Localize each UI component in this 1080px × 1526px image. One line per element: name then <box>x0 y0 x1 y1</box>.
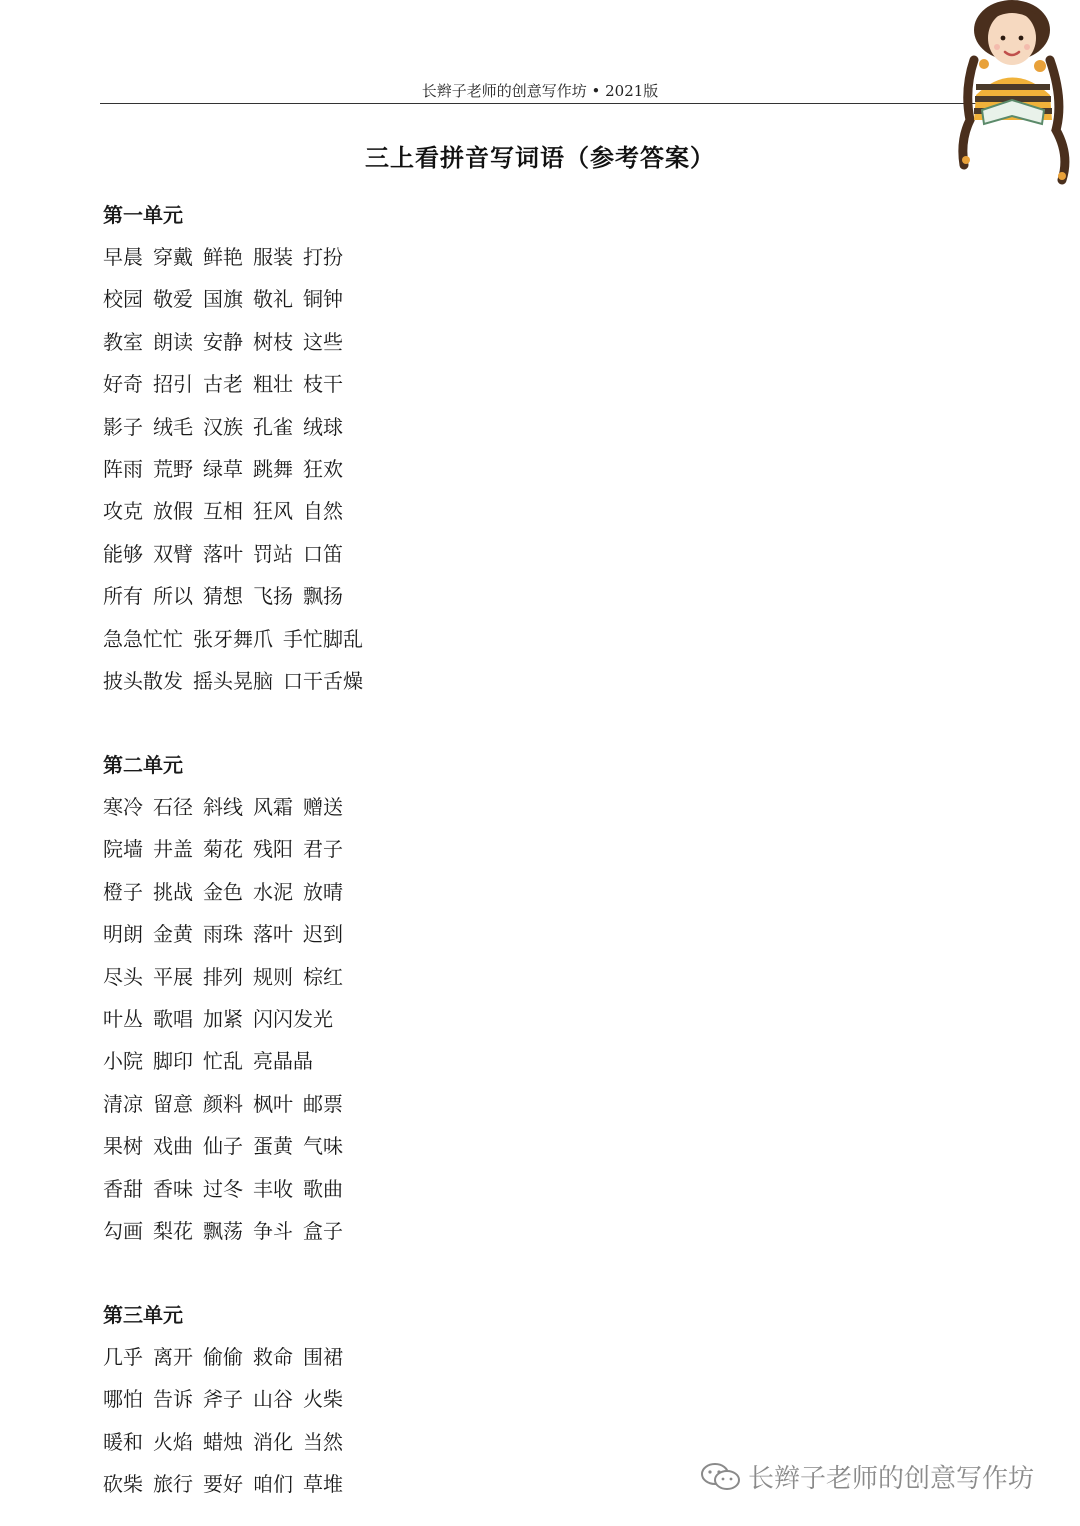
answer-word: 井盖 <box>153 837 193 862</box>
answer-word: 消化 <box>253 1429 293 1454</box>
answer-word: 明朗 <box>103 922 143 947</box>
answer-word: 棕红 <box>303 964 343 989</box>
answer-word: 放晴 <box>303 879 343 904</box>
answer-word: 绿草 <box>203 456 243 481</box>
answer-word: 粗壮 <box>253 372 293 397</box>
answer-word: 口干舌燥 <box>283 668 363 693</box>
answer-word: 暖和 <box>103 1429 143 1454</box>
answer-word: 盒子 <box>303 1218 343 1243</box>
answer-word: 当然 <box>303 1429 343 1454</box>
answer-word: 仙子 <box>203 1134 243 1159</box>
answer-word: 金色 <box>203 879 243 904</box>
answer-word: 放假 <box>153 499 193 524</box>
answer-word: 院墙 <box>103 837 143 862</box>
answer-word: 尽头 <box>103 964 143 989</box>
answer-word: 围裙 <box>303 1345 343 1369</box>
unit-title: 第一单元 <box>103 203 183 227</box>
answer-word: 互相 <box>203 499 243 524</box>
answer-word: 绒球 <box>303 414 343 439</box>
answer-word: 规则 <box>253 964 293 989</box>
answer-word: 石径 <box>153 795 193 819</box>
answer-word: 服装 <box>253 245 293 269</box>
word-row <box>103 1342 353 1384</box>
answer-word: 歌曲 <box>303 1176 343 1201</box>
word-row <box>103 1089 353 1131</box>
answer-word: 忙乱 <box>203 1049 243 1074</box>
answer-word: 安静 <box>203 329 243 354</box>
answer-word: 枝干 <box>303 372 343 397</box>
word-row <box>103 581 373 623</box>
word-row <box>103 624 373 666</box>
answer-word: 清凉 <box>103 1091 143 1116</box>
answer-word: 过冬 <box>203 1176 243 1201</box>
answer-word: 香甜 <box>103 1176 143 1201</box>
answer-word: 气味 <box>303 1134 343 1159</box>
answer-word: 草堆 <box>303 1472 343 1497</box>
answer-word: 教室 <box>103 329 143 354</box>
answer-word: 绒毛 <box>153 414 193 439</box>
answer-word: 闪闪发光 <box>253 1006 333 1031</box>
answer-word: 水泥 <box>253 879 293 904</box>
answer-word: 这些 <box>303 329 343 354</box>
word-row <box>103 496 373 538</box>
answer-word: 橙子 <box>103 879 143 904</box>
answer-word: 哪怕 <box>103 1387 143 1412</box>
answer-word: 几乎 <box>103 1345 143 1369</box>
answer-word: 迟到 <box>303 922 343 947</box>
word-row <box>103 1427 353 1469</box>
answer-word: 救命 <box>253 1345 293 1369</box>
answer-word: 排列 <box>203 964 243 989</box>
answer-word: 打扮 <box>303 245 343 269</box>
answer-word: 早晨 <box>103 245 143 269</box>
answer-word: 赠送 <box>303 795 343 819</box>
answer-word: 留意 <box>153 1091 193 1116</box>
word-row <box>103 327 373 369</box>
answer-word: 亮晶晶 <box>253 1049 313 1074</box>
answer-word: 枫叶 <box>253 1091 293 1116</box>
answer-word: 攻克 <box>103 499 143 524</box>
answer-word: 急急忙忙 <box>103 626 183 651</box>
answer-word: 飘扬 <box>303 584 343 609</box>
answer-word: 狂风 <box>253 499 293 524</box>
answer-word: 争斗 <box>253 1218 293 1243</box>
word-row <box>103 919 353 961</box>
answer-word: 蜡烛 <box>203 1429 243 1454</box>
answer-word: 菊花 <box>203 837 243 862</box>
answer-word: 狂欢 <box>303 456 343 481</box>
unit-title: 第二单元 <box>103 753 183 777</box>
word-row <box>103 454 373 496</box>
answer-word: 披头散发 <box>103 668 183 693</box>
answer-word: 火柴 <box>303 1387 343 1412</box>
answer-word: 敬礼 <box>253 287 293 312</box>
answer-word: 蛋黄 <box>253 1134 293 1159</box>
header-rule <box>100 103 1000 104</box>
answer-word: 双臂 <box>153 541 193 566</box>
answer-word: 火焰 <box>153 1429 193 1454</box>
answer-word: 摇头晃脑 <box>193 668 273 693</box>
answer-word: 铜钟 <box>303 287 343 312</box>
answer-word: 砍柴 <box>103 1472 143 1497</box>
answer-word: 勾画 <box>103 1218 143 1243</box>
answer-word: 邮票 <box>303 1091 343 1116</box>
word-row <box>103 962 353 1004</box>
answer-word: 汉族 <box>203 414 243 439</box>
word-row <box>103 369 373 411</box>
word-row <box>103 666 373 708</box>
answer-word: 落叶 <box>203 541 243 566</box>
answer-word: 古老 <box>203 372 243 397</box>
answer-word: 戏曲 <box>153 1134 193 1159</box>
answer-word: 挑战 <box>153 879 193 904</box>
answer-word: 平展 <box>153 964 193 989</box>
answer-word: 能够 <box>103 541 143 566</box>
answer-word: 寒冷 <box>103 795 143 819</box>
answer-word: 脚印 <box>153 1049 193 1074</box>
answer-word: 阵雨 <box>103 456 143 481</box>
word-row <box>103 412 373 454</box>
answer-word: 离开 <box>153 1345 193 1369</box>
answer-word: 小院 <box>103 1049 143 1074</box>
word-row <box>103 284 373 326</box>
answer-word: 雨珠 <box>203 922 243 947</box>
answer-word: 国旗 <box>203 287 243 312</box>
word-row <box>103 1046 353 1088</box>
answer-word: 张牙舞爪 <box>193 626 273 651</box>
answer-word: 叶丛 <box>103 1006 143 1031</box>
answer-word: 口笛 <box>303 541 343 566</box>
answer-word: 告诉 <box>153 1387 193 1412</box>
answer-word: 果树 <box>103 1134 143 1159</box>
page-title: 三上看拼音写词语（参考答案） <box>365 144 715 172</box>
answer-word: 敬爱 <box>153 287 193 312</box>
answer-word: 要好 <box>203 1472 243 1497</box>
word-row <box>103 877 353 919</box>
answer-word: 歌唱 <box>153 1006 193 1031</box>
answer-word: 树枝 <box>253 329 293 354</box>
answer-word: 孔雀 <box>253 414 293 439</box>
answer-word: 君子 <box>303 837 343 862</box>
word-row <box>103 1216 353 1258</box>
answer-word: 斜线 <box>203 795 243 819</box>
answer-word: 飞扬 <box>253 584 293 609</box>
answer-word: 颜料 <box>203 1091 243 1116</box>
answer-word: 加紧 <box>203 1006 243 1031</box>
answer-word: 残阳 <box>253 837 293 862</box>
answer-word: 荒野 <box>153 456 193 481</box>
word-row <box>103 834 353 876</box>
header-text: 长辫子老师的创意写作坊 • 2021版 <box>421 82 659 100</box>
answer-word: 校园 <box>103 287 143 312</box>
answer-word: 斧子 <box>203 1387 243 1412</box>
word-row <box>103 1131 353 1173</box>
answer-word: 落叶 <box>253 922 293 947</box>
answer-word: 鲜艳 <box>203 245 243 269</box>
answer-word: 旅行 <box>153 1472 193 1497</box>
answer-word: 朗读 <box>153 329 193 354</box>
answer-word: 偷偷 <box>203 1345 243 1369</box>
word-row <box>103 1174 353 1216</box>
answer-word: 所以 <box>153 584 193 609</box>
answer-word: 好奇 <box>103 372 143 397</box>
word-row <box>103 1469 353 1511</box>
wechat-icon <box>700 1461 742 1493</box>
answer-word: 山谷 <box>253 1387 293 1412</box>
answer-word: 猜想 <box>203 584 243 609</box>
unit-title: 第三单元 <box>103 1303 183 1327</box>
answer-word: 风霜 <box>253 795 293 819</box>
watermark <box>700 1458 1034 1495</box>
answer-word: 梨花 <box>153 1218 193 1243</box>
answer-word: 跳舞 <box>253 456 293 481</box>
answer-word: 招引 <box>153 372 193 397</box>
word-row <box>103 539 373 581</box>
watermark-text: 长辫子老师的创意写作坊 <box>748 1464 1035 1494</box>
answer-word: 丰收 <box>253 1176 293 1201</box>
unit-section <box>103 750 353 1258</box>
unit-section <box>103 1300 353 1512</box>
word-row <box>103 1004 353 1046</box>
answer-word: 影子 <box>103 414 143 439</box>
answer-word: 罚站 <box>253 541 293 566</box>
answer-word: 自然 <box>303 499 343 524</box>
unit-section <box>103 200 373 708</box>
answer-word: 香味 <box>153 1176 193 1201</box>
word-row <box>103 792 353 834</box>
answer-word: 手忙脚乱 <box>283 626 363 651</box>
answer-word: 飘荡 <box>203 1218 243 1243</box>
answer-word: 穿戴 <box>153 245 193 269</box>
word-row <box>103 242 373 284</box>
answer-word: 金黄 <box>153 922 193 947</box>
word-row <box>103 1384 353 1426</box>
answer-word: 咱们 <box>253 1472 293 1497</box>
answer-word: 所有 <box>103 584 143 609</box>
